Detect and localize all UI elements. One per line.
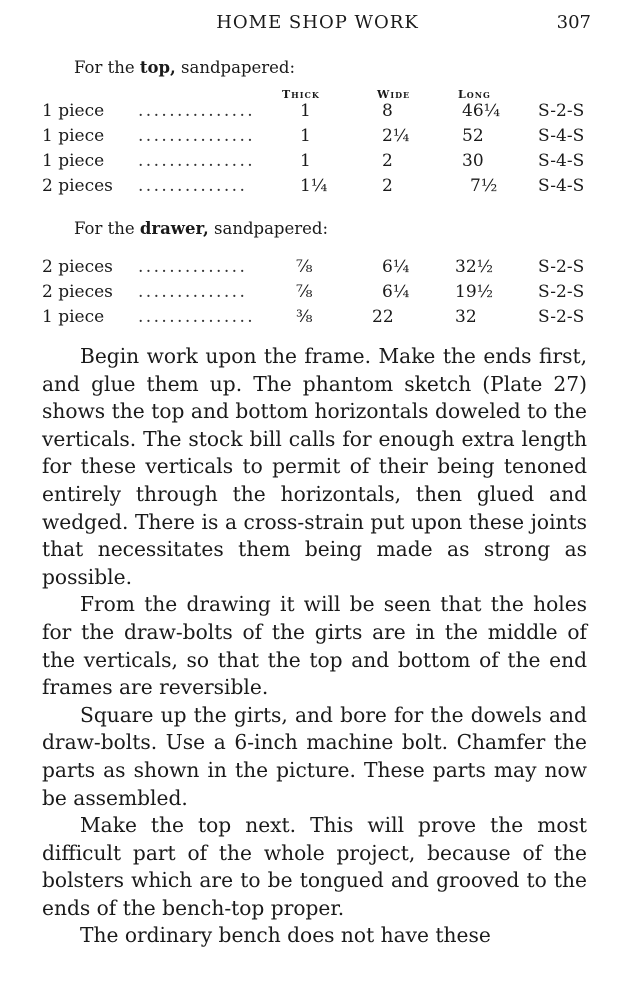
paragraph: Begin work upon the frame. Make the ends first, and glue them up. The phantom sketch (Plate 27) shows the top and bottom horizontals doweled to the verticals. The stock bill calls for enough extra length for these verticals to permit of their being tenoned entirely through the horizontals, then glued and wedged. There is a cross-strain put upon these joints that necessitates them being made as strong as possible. xyxy=(42,344,587,589)
surfacing: S-2-S xyxy=(538,101,585,121)
surfacing: S-4-S xyxy=(538,151,585,171)
column-header-wide: Wide xyxy=(377,88,411,101)
length: 52 xyxy=(462,126,484,146)
width: 22 xyxy=(372,307,394,327)
thickness: 1 xyxy=(300,151,311,171)
heading-bold: drawer, xyxy=(139,219,209,238)
quantity: 2 pieces xyxy=(42,176,113,196)
width: 2 xyxy=(382,176,393,196)
section-heading-top xyxy=(74,58,295,77)
length: 46¼ xyxy=(462,101,501,121)
heading-prefix: For the xyxy=(74,58,140,77)
width: 6¼ xyxy=(382,282,410,302)
length: 7½ xyxy=(470,176,498,196)
page-number: 307 xyxy=(556,12,591,33)
stock-row xyxy=(0,126,635,150)
heading-prefix: For the xyxy=(74,219,140,238)
surfacing: S-2-S xyxy=(538,282,585,302)
running-title: HOME SHOP WORK xyxy=(216,12,419,33)
section-heading-drawer xyxy=(74,219,328,238)
paragraph: From the drawing it will be seen that the holes for the draw-bolts of the girts are in the middle of the verticals, so that the top and bottom of the end frames are reversible. xyxy=(42,592,587,700)
quantity: 1 piece xyxy=(42,126,105,146)
surfacing: S-2-S xyxy=(538,257,585,277)
paragraph: Square up the girts, and bore for the dowels and draw-bolts. Use a 6-inch machine bolt. Chamfer the parts as shown in the picture. These parts may now be assembled. xyxy=(42,702,587,810)
paragraph: Make the top next. This will prove the most difficult part of the whole project, because of the bolsters which are to be tongued and grooved to the ends of the bench-top proper. xyxy=(42,813,587,920)
leader-dots: ............... xyxy=(138,307,256,327)
column-header-long: Long xyxy=(458,88,491,101)
heading-suffix: sandpapered: xyxy=(208,219,329,238)
width: 6¼ xyxy=(382,257,410,277)
stock-row xyxy=(0,282,635,306)
stock-row xyxy=(0,101,635,125)
stock-row xyxy=(0,257,635,281)
thickness: 1¼ xyxy=(300,176,328,196)
leader-dots: ............... xyxy=(138,151,256,171)
paragraph: The ordinary bench does not have these xyxy=(80,923,491,948)
quantity: 1 piece xyxy=(42,307,105,327)
length: 32½ xyxy=(455,257,494,277)
leader-dots: .............. xyxy=(138,282,248,302)
quantity: 1 piece xyxy=(42,151,105,171)
running-head xyxy=(0,10,635,36)
leader-dots: .............. xyxy=(138,176,248,196)
heading-suffix: sandpapered: xyxy=(175,58,296,77)
stock-row xyxy=(0,151,635,175)
leader-dots: .............. xyxy=(138,257,248,277)
width: 2¼ xyxy=(382,126,410,146)
width: 2 xyxy=(382,151,393,171)
stock-row xyxy=(0,176,635,200)
column-header-thick: Thick xyxy=(282,88,320,101)
length: 19½ xyxy=(455,282,494,302)
surfacing: S-4-S xyxy=(538,176,585,196)
thickness: 1 xyxy=(300,101,311,121)
thickness: ⅞ xyxy=(296,282,313,302)
length: 30 xyxy=(462,151,484,171)
leader-dots: ............... xyxy=(138,126,256,146)
thickness: ⅞ xyxy=(296,257,313,277)
surfacing: S-4-S xyxy=(538,126,585,146)
quantity: 2 pieces xyxy=(42,282,113,302)
body-text xyxy=(42,343,587,950)
surfacing: S-2-S xyxy=(538,307,585,327)
thickness: 1 xyxy=(300,126,311,146)
stock-row xyxy=(0,307,635,331)
thickness: ⅜ xyxy=(296,307,313,327)
quantity: 1 piece xyxy=(42,101,105,121)
quantity: 2 pieces xyxy=(42,257,113,277)
heading-bold: top, xyxy=(139,58,176,77)
length: 32 xyxy=(455,307,477,327)
width: 8 xyxy=(382,101,393,121)
leader-dots: ............... xyxy=(138,101,256,121)
